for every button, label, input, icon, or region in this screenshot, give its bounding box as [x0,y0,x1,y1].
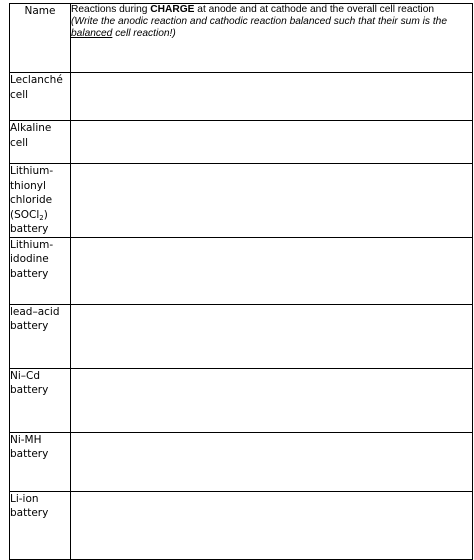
battery-name-cell [10,491,71,559]
reaction-answer-cell[interactable] [71,73,473,121]
battery-reactions-table [9,3,473,560]
table-row-ni-cd [10,368,473,432]
reaction-instruction: (Write the anodic reaction and cathodic reaction balanced such that their sum is the [71,16,448,28]
battery-name-cell [10,237,71,304]
reaction-answer-cell[interactable] [71,304,473,368]
battery-name-line: battery [10,320,49,332]
charge-keyword: CHARGE [150,4,195,15]
battery-name-line: Li-ion [10,492,39,505]
formula-text: ) [43,208,48,221]
balanced-keyword: balanced [71,28,113,40]
reaction-answer-cell[interactable] [71,432,473,491]
battery-name-line: thionyl [10,179,46,192]
reaction-header [71,4,473,73]
name-header: Name [10,4,71,73]
table-row-alkaline [10,121,473,164]
battery-name-line: battery [10,384,49,396]
table-row-li-ion [10,491,473,559]
formula-subscript: 2 [39,213,44,222]
table-row-ni-mh [10,432,473,491]
battery-name-line: Leclanché [10,74,63,86]
battery-name-cell [10,121,71,164]
battery-name-line: lead–acid [10,305,60,318]
table-row-leclanche [10,73,473,121]
reaction-answer-cell[interactable] [71,368,473,432]
battery-name-line: battery [10,448,49,460]
header-row [10,4,473,73]
battery-name-line: battery [10,267,49,280]
reaction-answer-cell[interactable] [71,121,473,164]
reaction-answer-cell[interactable] [71,237,473,304]
battery-name-line: chloride [10,194,53,206]
battery-name-line: cell [10,88,29,101]
battery-name-line: Alkaline [10,122,52,134]
reaction-instruction-end: cell reaction!) [112,28,176,40]
battery-name-cell [10,73,71,121]
battery-name-line: Ni-MH [10,433,42,446]
battery-name-line: Lithium- [10,165,54,177]
table-row-lithium-iodine [10,237,473,304]
reaction-header-text-1: Reactions during [71,4,151,15]
formula-text: (SOCl [10,208,40,221]
battery-name-cell [10,304,71,368]
table-row-lead-acid [10,304,473,368]
battery-name-line: idodine [10,253,49,265]
table-row-lithium-thionyl-chloride [10,164,473,238]
reaction-answer-cell[interactable] [71,164,473,238]
battery-name-line: battery [10,223,49,235]
reaction-header-text-2: at anode and at cathode and the overall cell reaction [194,4,435,15]
battery-name-line: Ni–Cd [10,369,41,382]
battery-name-line: cell [10,136,29,149]
battery-name-cell [10,432,71,491]
battery-name-line: battery [10,507,49,519]
battery-name-cell [10,164,71,238]
battery-name-line: Lithium- [10,238,54,251]
battery-name-cell [10,368,71,432]
chemical-formula [10,208,70,223]
reaction-answer-cell[interactable] [71,491,473,559]
